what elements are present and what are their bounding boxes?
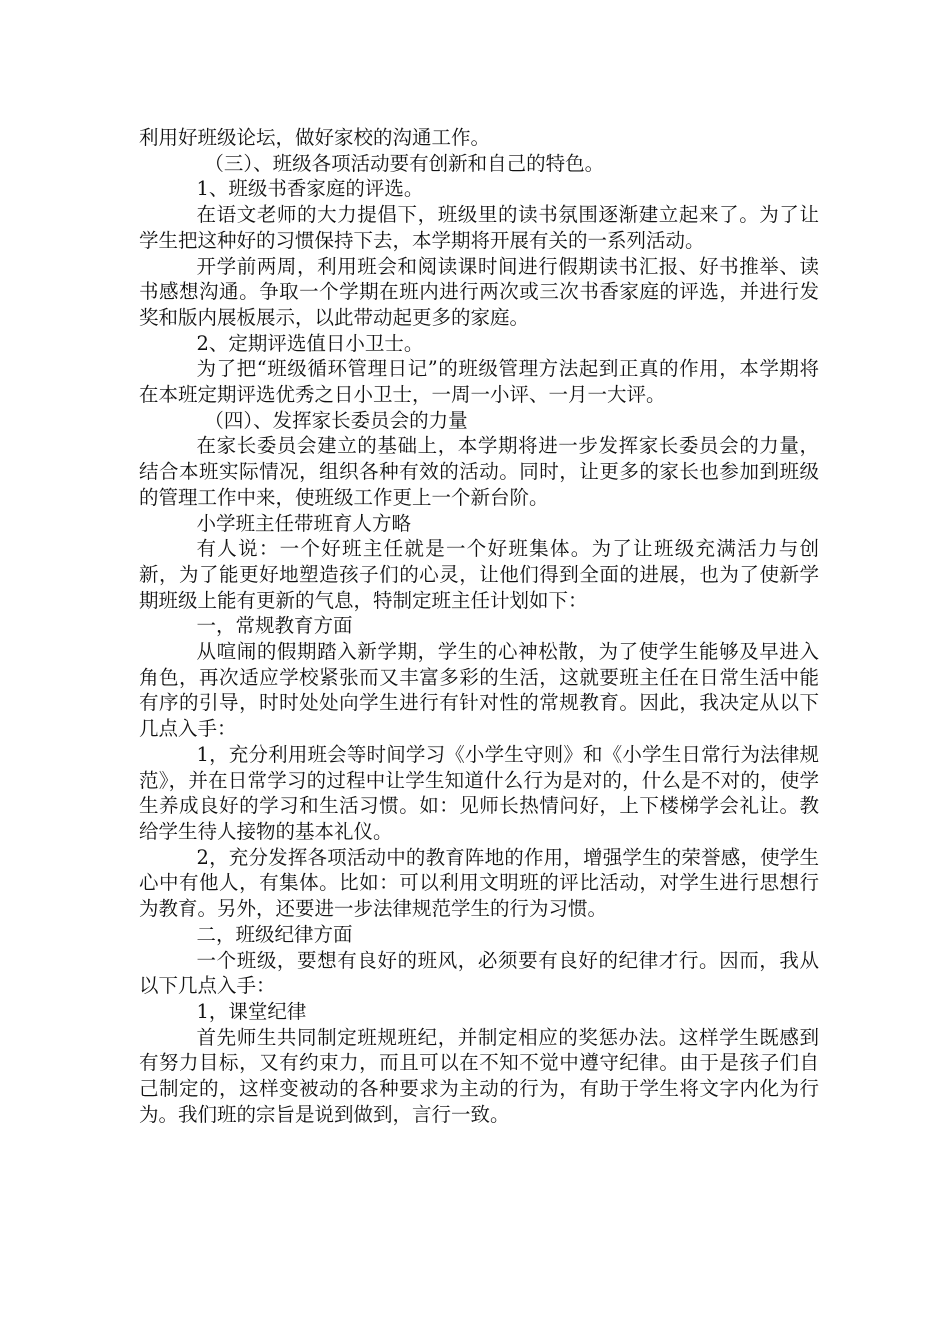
- paragraph-continuation: 利用好班级论坛，做好家校的沟通工作。: [139, 126, 491, 149]
- section-heading-routine: 一，常规教育方面: [196, 614, 353, 638]
- document-body: [139, 125, 819, 1127]
- section-heading-discipline: 二，班级纪律方面: [196, 922, 353, 946]
- subheading-classroom-discipline: 1，课堂纪律: [196, 999, 307, 1023]
- subheading-duty-guard: 2、定期评选值日小卫士。: [196, 331, 424, 355]
- paragraph: 从喧闹的假期踏入新学期，学生的心神松散，为了使学生能够及早进入角色，再次适应学校紧张而又丰富多彩的生活，这就要班主任在日常生活中能有序的引导，时时处处向学生进行有针对性的常规教育。因此，我决定从以下几点入手：: [139, 640, 819, 741]
- paragraph: 为了把“班级循环管理日记”的班级管理方法起到正真的作用，本学期将在本班定期评选优秀之日小卫士，一周一小评、一月一大评。: [139, 357, 819, 407]
- section-heading-3: （三）、班级各项活动要有创新和自己的特色。: [204, 151, 605, 175]
- article-title: 小学班主任带班育人方略: [196, 511, 412, 535]
- paragraph: 在家长委员会建立的基础上，本学期将进一步发挥家长委员会的力量，结合本班实际情况，组织各种有效的活动。同时，让更多的家长也参加到班级的管理工作中来，使班级工作更上一个新台阶。: [139, 434, 819, 509]
- paragraph: 2，充分发挥各项活动中的教育阵地的作用，增强学生的荣誉感，使学生心中有他人，有集体。比如：可以利用文明班的评比活动，对学生进行思想行为教育。另外，还要进一步法律规范学生的行为习惯。: [139, 845, 819, 921]
- paragraph: 开学前两周，利用班会和阅读课时间进行假期读书汇报、好书推举、读书感想沟通。争取一个学期在班内进行两次或三次书香家庭的评选，并进行发奖和版内展板展示，以此带动起更多的家庭。: [139, 254, 819, 329]
- section-heading-4: （四）、发挥家长委员会的力量: [204, 408, 468, 432]
- paragraph: 在语文老师的大力提倡下，班级里的读书氛围逐渐建立起来了。为了让学生把这种好的习惯保持下去，本学期将开展有关的一系列活动。: [139, 203, 819, 252]
- paragraph: 有人说：一个好班主任就是一个好班集体。为了让班级充满活力与创新，为了能更好地塑造孩子们的心灵，让他们得到全面的进展，也为了使新学期班级上能有更新的气息，特制定班主任计划如下：: [139, 537, 819, 612]
- paragraph: 首先师生共同制定班规班纪，并制定相应的奖惩办法。这样学生既感到有努力目标，又有约束力，而且可以在不知不觉中遵守纪律。由于是孩子们自己制定的，这样变被动的各种要求为主动的行为，有助于学生将文字内化为行为。我们班的宗旨是说到做到，言行一致。: [139, 1025, 819, 1126]
- paragraph: 一个班级，要想有良好的班风，必须要有良好的纪律才行。因而，我从以下几点入手：: [139, 948, 819, 998]
- paragraph: 1，充分利用班会等时间学习《小学生守则》和《小学生日常行为法律规范》，并在日常学习的过程中让学生知道什么行为是对的，什么是不对的，使学生养成良好的学习和生活习惯。如：见师长热情问好，上下楼梯学会礼让。教给学生待人接物的基本礼仪。: [139, 742, 819, 843]
- subheading-book-family: 1、班级书香家庭的评选。: [196, 177, 424, 201]
